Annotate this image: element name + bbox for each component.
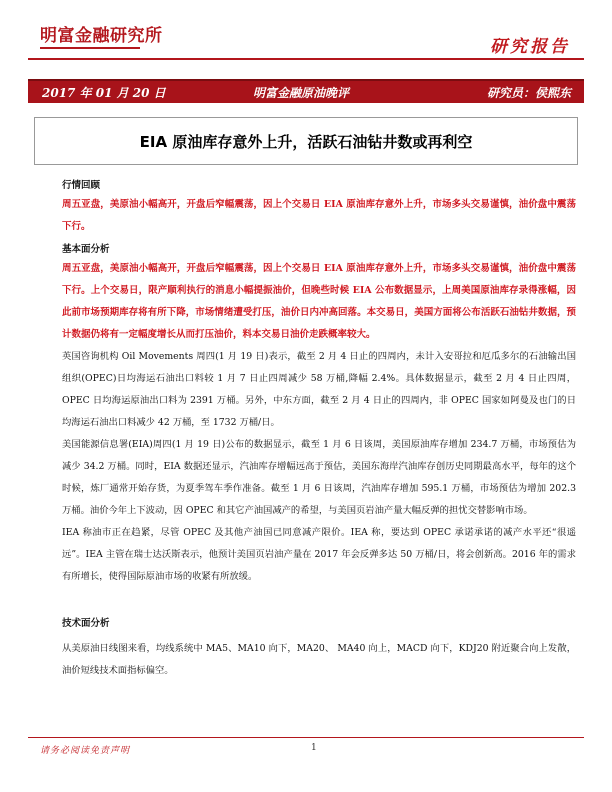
page-title: EIA 原油库存意外上升，活跃石油钻井数或再利空	[139, 132, 473, 151]
title-box	[34, 117, 578, 165]
report-date: 2017 年 01 月 20 日	[42, 86, 166, 100]
paragraph-oil-movements: 英国咨询机构 Oil Movements 周四(1 月 19 日)表示，截至 2 月 4 日止的四周内，未计入安哥拉和厄瓜多尔的石油输出国组织(OPEC)日均海运石油出口料较 1 月 7 日止四周减少 58 万桶,降幅 2.4%。具体数据显示，截至 2 月 4 日止四周，OPEC 日均海运原油出口料为 2391 万桶。另外，中东方面，截至 2 月 4 日止的四周内，非 OPEC 国家如阿曼及也门的日均海运石油出口料减少 42 万桶，至 1732 万桶/日。	[62, 351, 576, 428]
paragraph-iea-outlook: IEA 称油市正在趋紧，尽管 OPEC 及其他产油国已同意减产限价。IEA 称，要达到 OPEC 承诺承诺的减产水平还“很遥远”。IEA 主管在瑞士达沃斯表示，他预计美国页岩油产量在 2017 年会反弹多达 50 万桶/日，将会创新高。2016 年的需求有所增长，使得国际原油市场的收紧有所放缓。	[62, 527, 576, 582]
review-text: 周五亚盘，美原油小幅高开，开盘后窄幅震荡，因上个交易日 EIA 原油库存意外上升，市场多头交易谨慎，油价盘中震荡下行。	[62, 199, 576, 232]
technical-heading: 技术面分析	[62, 618, 110, 629]
fundamentals-heading: 基本面分析	[62, 244, 110, 255]
footer-divider	[28, 737, 584, 738]
review-heading: 行情回顾	[62, 180, 101, 191]
report-body	[62, 178, 576, 682]
technical-text: 从美原油日线图来看，均线系统中 MA5、MA10 向下，MA20、 MA40 向上，MACD 向下，KDJ20 附近聚合向上发散，油价短线技术面指标偏空。	[62, 643, 576, 676]
company-logo	[40, 18, 176, 48]
logo-text: 明富金融研究所	[40, 25, 163, 46]
column-title: 明富金融原油晚评	[253, 86, 350, 100]
header-divider	[28, 58, 584, 60]
author-label: 研究员：侯熙东	[487, 86, 572, 100]
fundamentals-summary: 周五亚盘，美原油小幅高开，开盘后窄幅震荡，因上个交易日 EIA 原油库存意外上升，市场多头交易谨慎，油价盘中震荡下行。上个交易日，限产顺利执行的消息小幅提振油价，但晚些时候 EIA 公布数据显示，上周美国原油库存录得涨幅，因此前市场预期库存将有所下降，市场情绪遭受打压，油价日内冲高回落。本交易日，美国方面将公布活跃石油钻井数据，预计数据仍将有一定幅度增长从而打压油价，料本交易日油价走跌概率较大。	[62, 263, 576, 340]
disclaimer-link[interactable]: 请务必阅读免责声明	[40, 746, 131, 756]
report-type-label: 研究报告	[490, 37, 570, 57]
page-number: 1	[311, 743, 317, 753]
paragraph-eia-data: 美国能源信息署(EIA)周四(1 月 19 日)公布的数据显示，截至 1 月 6 日该周，美国原油库存增加 234.7 万桶，市场预估为减少 34.2 万桶。同时，EIA 数据还显示，汽油库存增幅远高于预估，美国东海岸汽油库存创历史同期最高水平，每年的这个时候，炼厂通常开始存货，为夏季驾车季作准备。截至 1 月 6 日该周，汽油库存增加 595.1 万桶，市场预估为增加 202.3 万桶。油价今年上下波动，因 OPEC 和其它产油国减产的希望，与美国页岩油产量大幅反弹的担忧交替影响市场。	[62, 439, 576, 516]
logo-underline	[40, 47, 140, 49]
